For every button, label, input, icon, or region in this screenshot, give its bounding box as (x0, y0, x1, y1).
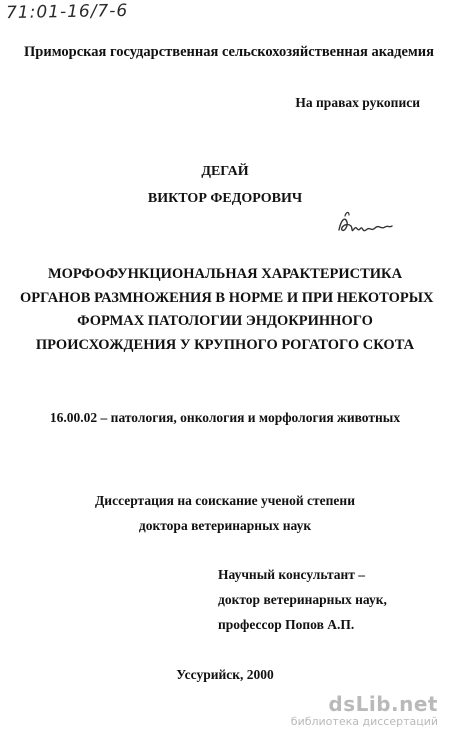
watermark-logo: dsLib.net (328, 691, 438, 716)
consultant-label: Научный консультант – (218, 567, 366, 582)
consultant-degree: доктор ветеринарных наук, (218, 592, 387, 607)
dissertation-title (20, 263, 434, 357)
city-and-year: Уссурийск, 2000 (176, 667, 274, 682)
degree-statement-line2: доктора ветеринарных наук (138, 518, 312, 533)
author-given-names: ВИКТОР ФЕДОРОВИЧ (147, 191, 303, 206)
institution-name: Приморская государственная сельскохозяйственная академия (24, 44, 434, 60)
author-surname: ДЕГАЙ (201, 164, 249, 179)
title-line: ФОРМАХ ПАТОЛОГИИ ЭНДОКРИННОГО (77, 313, 373, 329)
specialty-code: 16.00.02 – патология, онкология и морфология животных (49, 410, 401, 425)
consultant-name: профессор Попов А.П. (218, 617, 355, 632)
title-line: МОРФОФУНКЦИОНАЛЬНАЯ ХАРАКТЕРИСТИКА (47, 266, 403, 282)
handwritten-signature (335, 208, 395, 242)
archive-stamp: 71:01-16/7-6 (5, 0, 129, 24)
manuscript-rights-note: На правах рукописи (295, 95, 420, 110)
watermark-subtitle: библиотека диссертаций (290, 714, 438, 728)
site-watermark[interactable] (290, 691, 438, 729)
title-line: ОРГАНОВ РАЗМНОЖЕНИЯ В НОРМЕ И ПРИ НЕКОТОРЫХ (20, 289, 434, 306)
title-line: ПРОИСХОЖДЕНИЯ У КРУПНОГО РОГАТОГО СКОТА (35, 336, 415, 353)
degree-statement-line1: Диссертация на соискание ученой степени (95, 493, 355, 508)
